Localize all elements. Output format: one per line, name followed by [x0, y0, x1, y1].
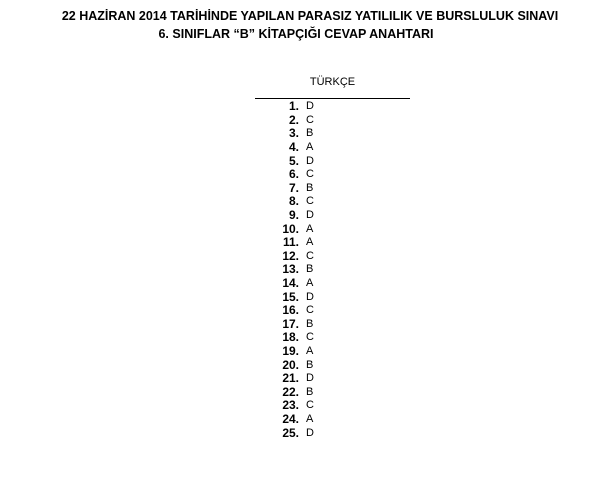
question-number: 5.	[288, 153, 299, 168]
document-title: 22 HAZİRAN 2014 TARİHİNDE YAPILAN PARASIZ YATILILIK VE BURSLULUK SINAVI	[61, 9, 559, 23]
answer-row	[258, 372, 398, 386]
question-number: 13.	[282, 262, 299, 277]
answer-letter: A	[306, 236, 314, 249]
question-number: 18.	[282, 330, 299, 345]
question-number: 3.	[288, 126, 299, 141]
question-number: 14.	[282, 276, 299, 291]
question-number: 9.	[288, 208, 299, 223]
question-number: 21.	[282, 371, 299, 386]
question-number: 20.	[282, 357, 299, 372]
answer-row	[258, 358, 398, 372]
question-number: 24.	[282, 411, 299, 426]
answer-letter: C	[306, 249, 314, 262]
answer-letter: A	[306, 222, 314, 235]
answer-row	[258, 154, 398, 168]
answer-letter: B	[306, 181, 314, 194]
question-number: 7.	[288, 180, 299, 195]
answer-letter: C	[306, 168, 314, 181]
answer-row	[258, 100, 398, 114]
question-number: 19.	[282, 343, 299, 358]
answer-letter: D	[306, 290, 314, 303]
answer-letter: C	[306, 304, 314, 317]
answer-letter: D	[306, 100, 314, 113]
subject-header: TÜRKÇE	[309, 76, 356, 88]
answer-letter: A	[306, 344, 314, 357]
answer-key-list	[258, 100, 398, 440]
header-divider	[255, 98, 410, 99]
answer-row	[258, 195, 398, 209]
question-number: 17.	[282, 316, 299, 331]
question-number: 15.	[282, 289, 299, 304]
answer-letter: C	[306, 195, 314, 208]
question-number: 16.	[282, 303, 299, 318]
answer-letter: C	[306, 331, 314, 344]
answer-row	[258, 345, 398, 359]
question-number: 6.	[288, 167, 299, 182]
answer-row	[258, 304, 398, 318]
answer-letter: B	[306, 127, 314, 140]
question-number: 1.	[288, 99, 299, 114]
answer-letter: B	[306, 358, 314, 371]
answer-letter: B	[306, 263, 314, 276]
question-number: 22.	[282, 384, 299, 399]
answer-row	[258, 399, 398, 413]
answer-row	[258, 141, 398, 155]
answer-row	[258, 263, 398, 277]
answer-row	[258, 318, 398, 332]
answer-row	[258, 182, 398, 196]
answer-row	[258, 413, 398, 427]
question-number: 11.	[282, 235, 299, 250]
answer-letter: A	[306, 277, 314, 290]
answer-letter: B	[306, 317, 314, 330]
answer-row	[258, 290, 398, 304]
answer-row	[258, 250, 398, 264]
answer-letter: B	[306, 385, 314, 398]
answer-row	[258, 426, 398, 440]
answer-row	[258, 209, 398, 223]
answer-row	[258, 385, 398, 399]
answer-row	[258, 127, 398, 141]
answer-letter: A	[306, 412, 314, 425]
answer-letter: D	[306, 426, 314, 439]
question-number: 25.	[282, 425, 299, 440]
question-number: 8.	[288, 194, 299, 209]
answer-row	[258, 331, 398, 345]
answer-row	[258, 114, 398, 128]
answer-row	[258, 277, 398, 291]
answer-letter: A	[306, 141, 314, 154]
question-number: 12.	[282, 248, 299, 263]
answer-row	[258, 236, 398, 250]
question-number: 10.	[282, 221, 299, 236]
question-number: 23.	[282, 398, 299, 413]
answer-row	[258, 168, 398, 182]
question-number: 4.	[288, 140, 299, 155]
answer-letter: D	[306, 154, 314, 167]
answer-letter: C	[306, 113, 314, 126]
answer-row	[258, 222, 398, 236]
answer-letter: C	[306, 399, 314, 412]
answer-letter: D	[306, 372, 314, 385]
question-number: 2.	[288, 112, 299, 127]
answer-letter: D	[306, 209, 314, 222]
document-subtitle: 6. SINIFLAR “B” KİTAPÇIĞI CEVAP ANAHTARI	[158, 27, 434, 41]
